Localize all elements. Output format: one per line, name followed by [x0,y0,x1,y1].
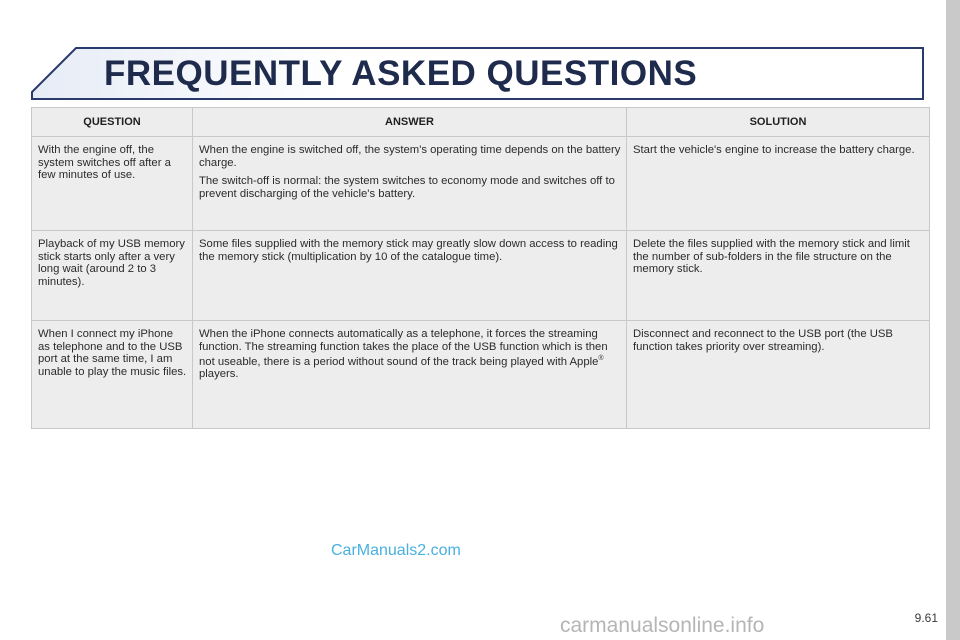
answer-paragraph: Some files supplied with the memory stick may greatly slow down access to reading the memory stick (multiplication by 10 of the catalogue time). [199,238,618,263]
table-row [32,137,930,231]
answer-text: players. [199,368,239,381]
solution-cell: Disconnect and reconnect to the USB port (the USB function takes priority over streaming). [627,321,930,429]
question-cell: When I connect my iPhone as telephone and to the USB port at the same time, I am unable to play the music files. [32,321,193,429]
answer-paragraph: When the engine is switched off, the system's operating time depends on the battery charge. [199,144,621,169]
column-header-question: QUESTION [32,108,193,137]
page-title: FREQUENTLY ASKED QUESTIONS [104,54,698,93]
answer-paragraph [199,328,621,381]
question-cell: Playback of my USB memory stick starts only after a very long wait (around 2 to 3 minutes). [32,231,193,321]
answer-paragraph: The switch-off is normal: the system switches to economy mode and switches off to prevent discharging of the vehicle's battery. [199,175,615,200]
page-number: 9.61 [914,611,938,625]
footer-watermark: carmanualsonline.info [560,614,765,637]
table-header-row [32,108,930,137]
registered-mark: ® [598,355,604,362]
table-row [32,231,930,321]
answer-text: When the iPhone connects automatically as a telephone, it forces the streaming function. The streaming function takes the place of the USB function which is then not useable, there is a period without sound of the track being played with Apple [199,328,608,368]
watermark-text: CarManuals2.com [331,542,461,559]
page-edge-strip [946,0,960,640]
answer-cell [193,321,627,429]
table-row [32,321,930,429]
solution-cell: Delete the files supplied with the memory stick and limit the number of sub-folders in the file structure on the memory stick. [627,231,930,321]
answer-cell [193,231,627,321]
answer-cell [193,137,627,231]
solution-cell: Start the vehicle's engine to increase the battery charge. [627,137,930,231]
column-header-solution: SOLUTION [627,108,930,137]
faq-table [31,107,930,429]
question-cell: With the engine off, the system switches off after a few minutes of use. [32,137,193,231]
column-header-answer: ANSWER [193,108,627,137]
